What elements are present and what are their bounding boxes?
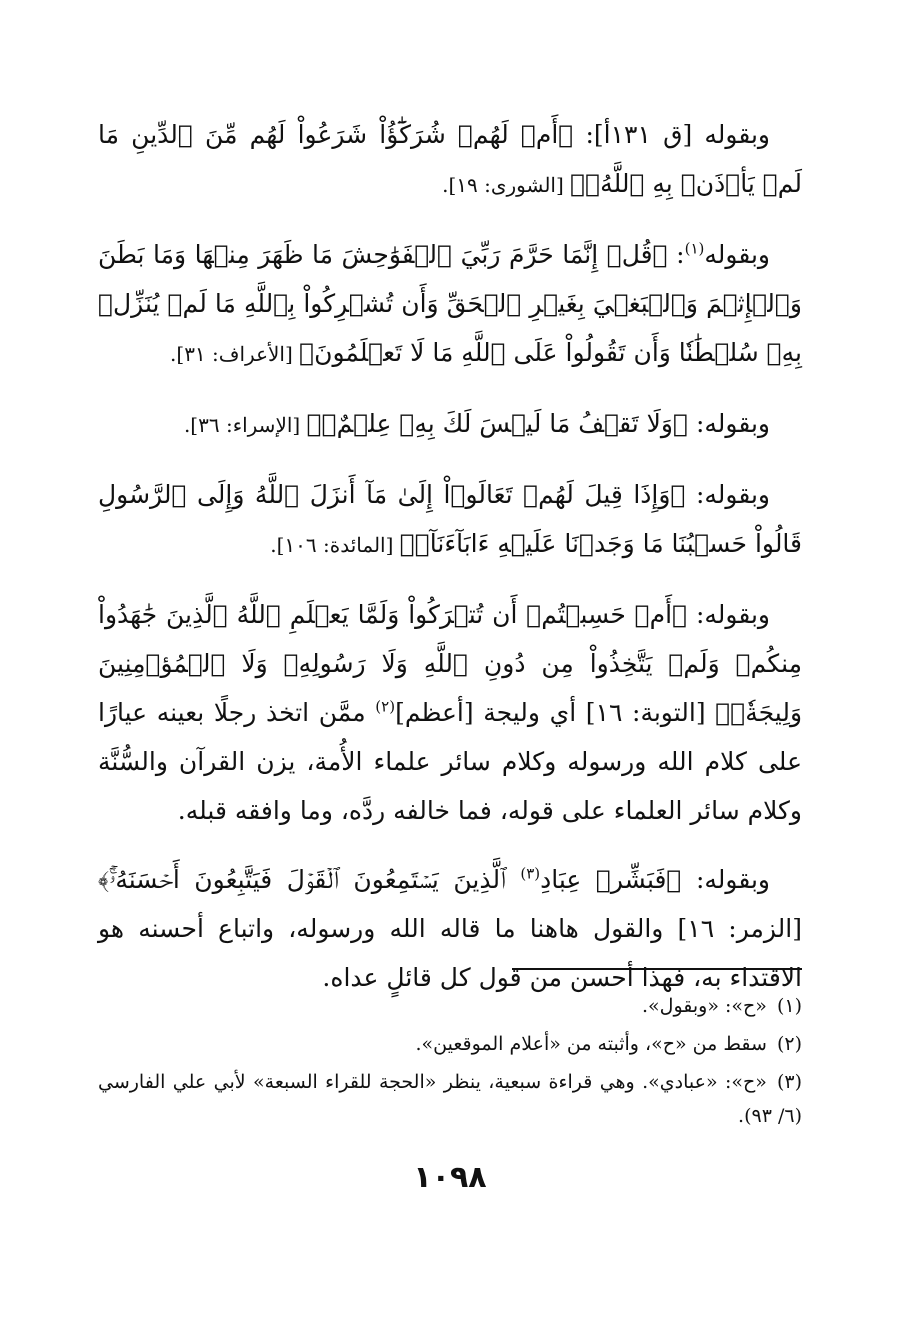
footnote-marker[interactable]: (١) (684, 239, 705, 258)
footnote-number: (٣) (776, 1071, 802, 1093)
paragraph-lead: وبقوله: (688, 409, 770, 438)
footnote-text: «ح»: «عبادي». وهي قراءة سبعية، ينظر «الحجة للقراء السبعة» لأبي علي الفارسي (٦/ ٩٣). (98, 1071, 802, 1127)
quran-verse: ﴿وَإِذَا قِيلَ لَهُمۡ تَعَالَوۡاْ إِلَىٰ مَآ أَنزَلَ ٱللَّهُ وَإِلَى ٱلرَّسُولِ قَالُواْ حَسۡبُنَا مَا وَجَدۡنَا عَلَيۡهِ ءَابَآءَنَآۚ﴾ (98, 480, 802, 558)
verse-reference: [الشورى: ١٩]. (442, 173, 571, 197)
verse-reference: [المائدة: ١٠٦]. (270, 533, 400, 557)
verse-reference: [الأعراف: ٣١]. (170, 342, 300, 366)
main-text (98, 110, 802, 1022)
footnote-2 (98, 1027, 802, 1061)
paragraph-lead: وبقوله: (687, 600, 770, 629)
paragraph-at-tawbah (98, 590, 802, 835)
quran-verse: ﴿قُلۡ إِنَّمَا حَرَّمَ رَبِّيَ ٱلۡفَوَٰحِشَ مَا ظَهَرَ مِنۡهَا وَمَا بَطَنَ وَٱلۡإِثۡمَ وَٱلۡبَغۡيَ بِغَيۡرِ ٱلۡحَقِّ وَأَن تُشۡرِكُواْ بِٱللَّهِ مَا لَمۡ يُنَزِّلۡ بِهِۦ سُلۡطَٰنٗا وَأَن تَقُولُواْ عَلَى ٱللَّهِ مَا لَا تَعۡلَمُونَ﴾ (98, 240, 802, 367)
footnote-number: (١) (776, 995, 802, 1017)
quran-verse: ﴿أَمۡ حَسِبۡتُمۡ أَن تُتۡرَكُواْ وَلَمَّا يَعۡلَمِ ٱللَّهُ ٱلَّذِينَ جَٰهَدُواْ مِنكُمۡ وَلَمۡ يَتَّخِذُواْ مِن دُونِ ٱللَّهِ وَلَا رَسُولِهِۦ وَلَا ٱلۡمُؤۡمِنِينَ وَلِيجَةٗۚ﴾ (98, 600, 803, 727)
footnote-separator (512, 968, 802, 970)
footnote-marker[interactable]: (٢) (375, 697, 396, 716)
footnote-text: سقط من «ح»، وأثبته من «أعلام الموقعين». (415, 1033, 767, 1055)
verse-reference-and-commentary: [الزمر: ١٦] والقول هاهنا ما قاله الله ورسوله، واتباع أحسنه هو الاقتداء به، فهذا أحسن من قول كل قائلٍ عداه. (98, 914, 802, 992)
footnote-text: «ح»: «وبقول». (641, 995, 767, 1017)
quran-verse: ﴿فَبَشِّرۡ عِبَادِ (540, 865, 682, 894)
paragraph-lead: وبقوله [ق ١٣١أ]: (573, 120, 770, 149)
page-number: ١٠٩٨ (413, 1160, 487, 1195)
footnotes-section (98, 985, 802, 1137)
quran-verse-continued: ٱلَّذِينَ يَسۡتَمِعُونَ ٱلۡقَوۡلَ فَيَتَّبِعُونَ أَحۡسَنَهُۥٓۚ﴾ (98, 865, 521, 894)
paragraph-ash-shura (98, 110, 802, 210)
paragraph-al-maidah (98, 470, 802, 570)
paragraph-lead: وبقوله: (681, 865, 770, 894)
commentary-text: ممَّن اتخذ رجلًا بعينه عيارًا على كلام الله ورسوله وكلام سائر علماء الأُمة، يزن القرآن والسُّنَّة وكلام سائر العلماء على قوله، فما خالفه ردَّه، وما وافقه قبله. (98, 698, 802, 825)
paragraph-az-zumar (98, 855, 802, 1002)
paragraph-lead: وبقوله: (685, 480, 770, 509)
paragraph-colon: : (667, 240, 685, 269)
paragraph-lead: وبقوله (704, 240, 771, 269)
verse-reference-and-commentary: [التوبة: ١٦] أي وليجة [أعظم] (395, 698, 716, 727)
footnote-number: (٢) (776, 1033, 802, 1055)
footnote-3 (98, 1065, 802, 1133)
paragraph-al-araf (98, 230, 802, 379)
quran-verse: ﴿وَلَا تَقۡفُ مَا لَيۡسَ لَكَ بِهِۦ عِلۡمٌۚ﴾ (306, 409, 689, 438)
verse-reference: [الإسراء: ٣٦]. (183, 413, 307, 437)
paragraph-al-isra (98, 399, 802, 450)
quran-verse: ﴿أَمۡ لَهُمۡ شُرَكَٰٓؤُاْ شَرَعُواْ لَهُم مِّنَ ٱلدِّينِ مَا لَمۡ يَأۡذَنۢ بِهِ ٱللَّهُۚ﴾ (98, 120, 802, 198)
footnote-marker[interactable]: (٣) (520, 864, 541, 883)
footnote-1 (98, 989, 802, 1023)
